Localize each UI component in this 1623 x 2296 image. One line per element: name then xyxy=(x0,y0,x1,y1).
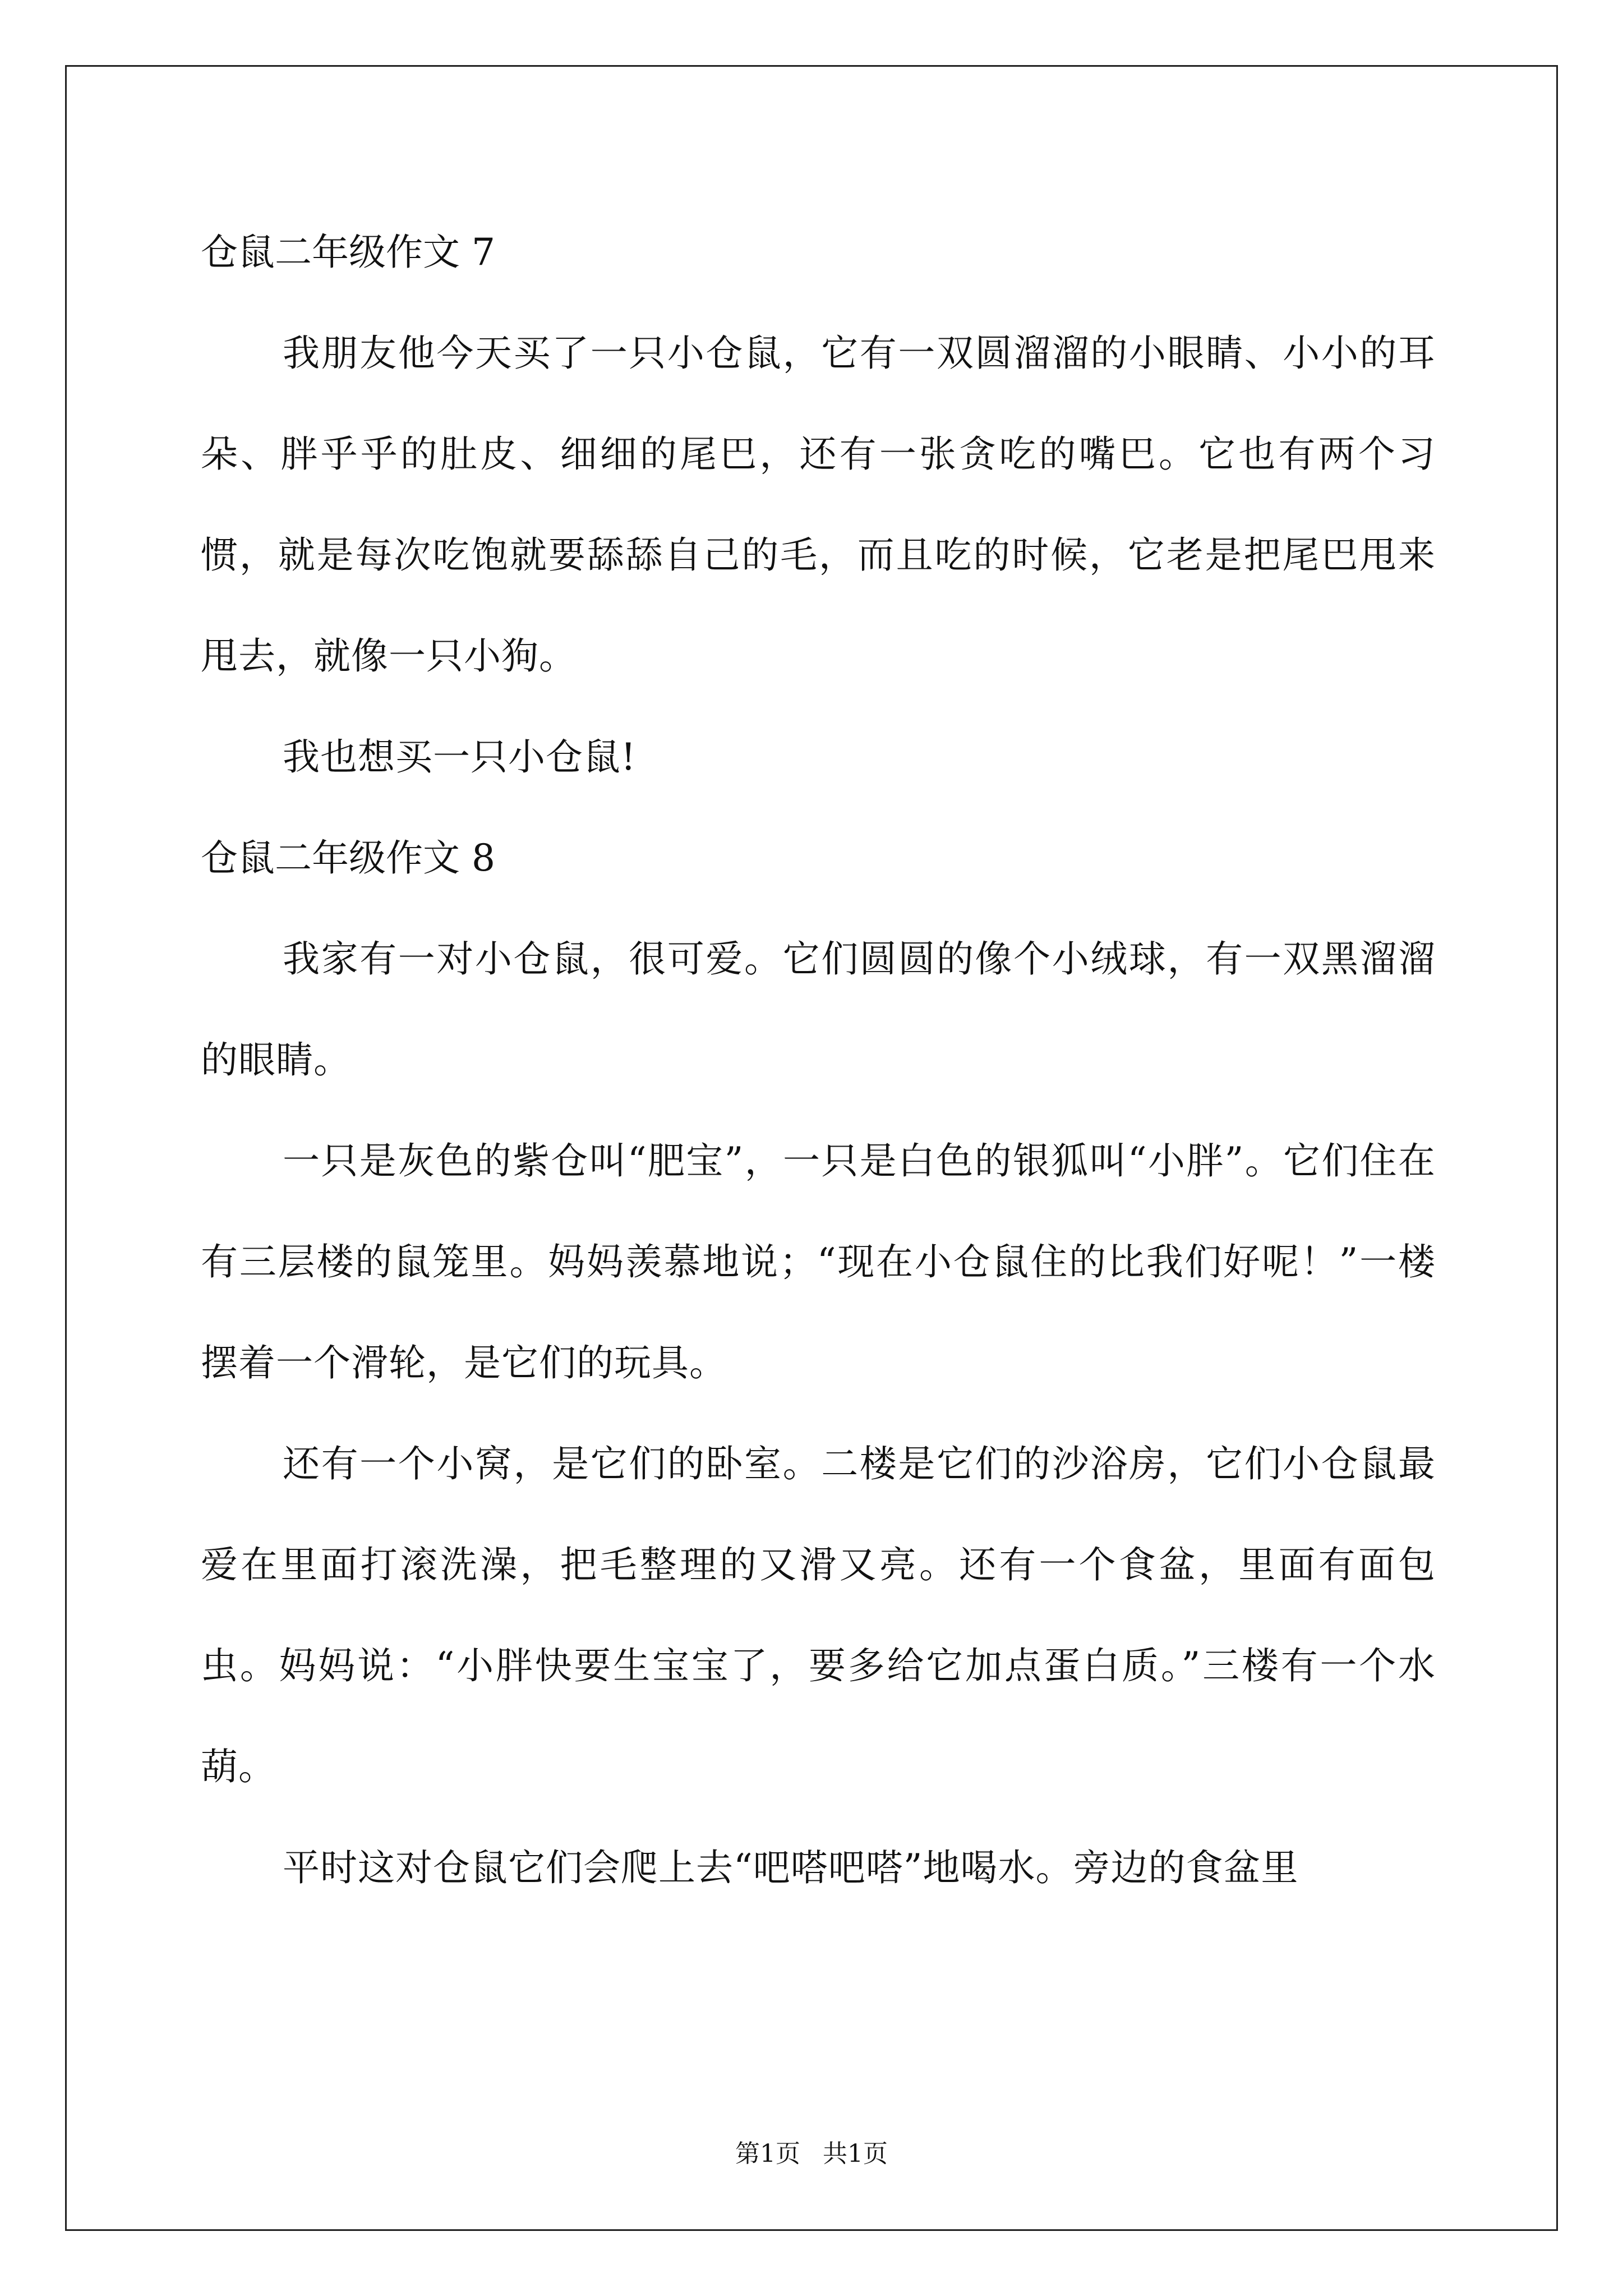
paragraph: 平时这对仓鼠它们会爬上去“吧嗒吧嗒”地喝水。旁边的食盆里 xyxy=(283,1846,1299,1889)
page-number-current: 第1页 xyxy=(735,2139,800,2168)
page-footer xyxy=(0,2137,1623,2171)
document-body xyxy=(201,202,1436,1918)
paragraph: 我也想买一只小仓鼠! xyxy=(283,735,637,779)
section-heading-7: 仓鼠二年级作文 7 xyxy=(201,231,495,274)
page-number-total: 共1页 xyxy=(823,2139,888,2168)
paragraph: 一只是灰色的紫仓叫“肥宝”，一只是白色的银狐叫“小胖”。它们住在有三层楼的鼠笼里。妈妈羡慕地说；“现在小仓鼠住的比我们好呢！”一楼摆着一个滑轮，是它们的玩具。 xyxy=(201,1139,1436,1384)
paragraph: 还有一个小窝，是它们的卧室。二楼是它们的沙浴房，它们小仓鼠最爱在里面打滚洗澡，把毛整理的又滑又亮。还有一个食盆，里面有面包虫。妈妈说：“小胖快要生宝宝了，要多给它加点蛋白质。”三楼有一个水葫。 xyxy=(201,1442,1436,1788)
paragraph: 我朋友他今天买了一只小仓鼠，它有一双圆溜溜的小眼睛、小小的耳朵、胖乎乎的肚皮、细细的尾巴，还有一张贪吃的嘴巴。它也有两个习惯，就是每次吃饱就要舔舔自己的毛，而且吃的时候，它老是把尾巴甩来甩去，就像一只小狗。 xyxy=(201,332,1436,678)
paragraph: 我家有一对小仓鼠，很可爱。它们圆圆的像个小绒球，有一双黑溜溜的眼睛。 xyxy=(201,937,1436,1082)
section-heading-8: 仓鼠二年级作文 8 xyxy=(201,836,495,880)
